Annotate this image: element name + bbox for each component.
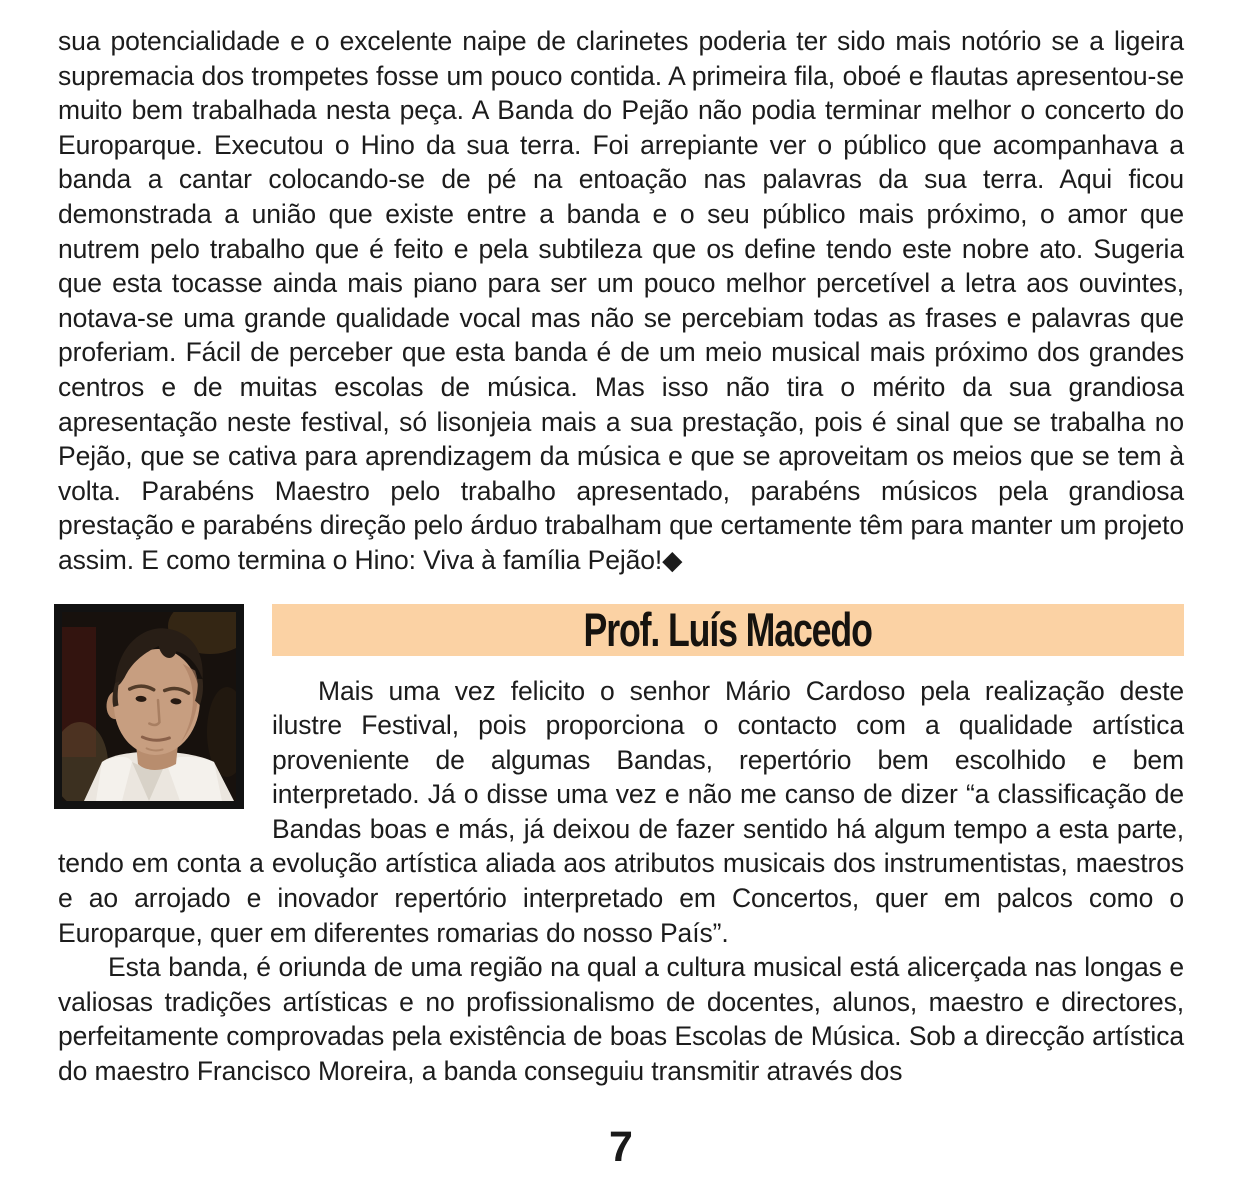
portrait-photo: [54, 604, 244, 809]
portrait-photo-illustration: [62, 612, 236, 801]
page-number: 7: [609, 1122, 633, 1171]
section-title: Prof. Luís Macedo: [583, 603, 873, 656]
section-title-bar: [272, 604, 1184, 656]
intro-paragraph: sua potencialidade e o excelente naipe de clarinetes poderia ter sido mais notório se a ligeira supremacia dos trompetes fosse um pouco contida. A primeira fila, oboé e flautas apresentou-se muito bem trabalhada nesta peça. A Banda do Pejão não podia terminar melhor o concerto do Europarque. Executou o Hino da sua terra. Foi arrepiante ver o público que acompanhava a banda a cantar colocando-se de pé na entoação nas palavras da sua terra. Aqui ficou demonstrada a união que existe entre a banda e o seu público mais próximo, o amor que nutrem pelo trabalho que é feito e pela subtileza que os define tendo este nobre ato. Sugeria que esta tocasse ainda mais piano para ser um pouco melhor percetível a letra aos ouvintes, notava-se uma grande qualidade vocal mas não se percebiam todas as frases e palavras que proferiam. Fácil de perceber que esta banda é de um meio musical mais próximo dos grandes centros e de muitas escolas de música. Mas isso não tira o mérito da sua grandiosa apresentação neste festival, só lisonjeia mais a sua prestação, pois é sinal que se trabalha no Pejão, que se cativa para aprendizagem da música e que se aproveitam os meios que se tem à volta. Parabéns Maestro pelo trabalho apresentado, parabéns músicos pela grandiosa prestação e parabéns direção pelo árduo trabalham que certamente têm para manter um projeto assim. E como termina o Hino: Viva à família Pejão!◆: [58, 26, 1184, 575]
section-paragraph-2: Esta banda, é oriunda de uma região na qual a cultura musical está alicerçada nas longas e valiosas tradições artísticas e no profissionalismo de docentes, alunos, maestro e directores, perfeitamente comprovadas pela existência de boas Escolas de Música. Sob a direcção artística do maestro Francisco Moreira, a banda conseguiu transmitir através dos: [58, 952, 1184, 1087]
section-prof-luis-macedo: [58, 604, 1184, 1089]
section-paragraph-1: Mais uma vez felicito o senhor Mário Cardoso pela realização deste ilustre Festival, pois proporciona o contacto com a qualidade artística proveniente de algumas Bandas, repertório bem escolhido e bem interpretado. Já o disse uma vez e não me canso de dizer “a classificação de Bandas boas e más, já deixou de fazer sentido há algum tempo a esta parte, tendo em conta a evolução artística aliada aos atributos musicais dos instrumentistas, maestros e ao arrojado e inovador repertório interpretado em Concertos, quer em palcos como o Europarque, quer em diferentes romarias do nosso País”.: [58, 675, 1184, 948]
